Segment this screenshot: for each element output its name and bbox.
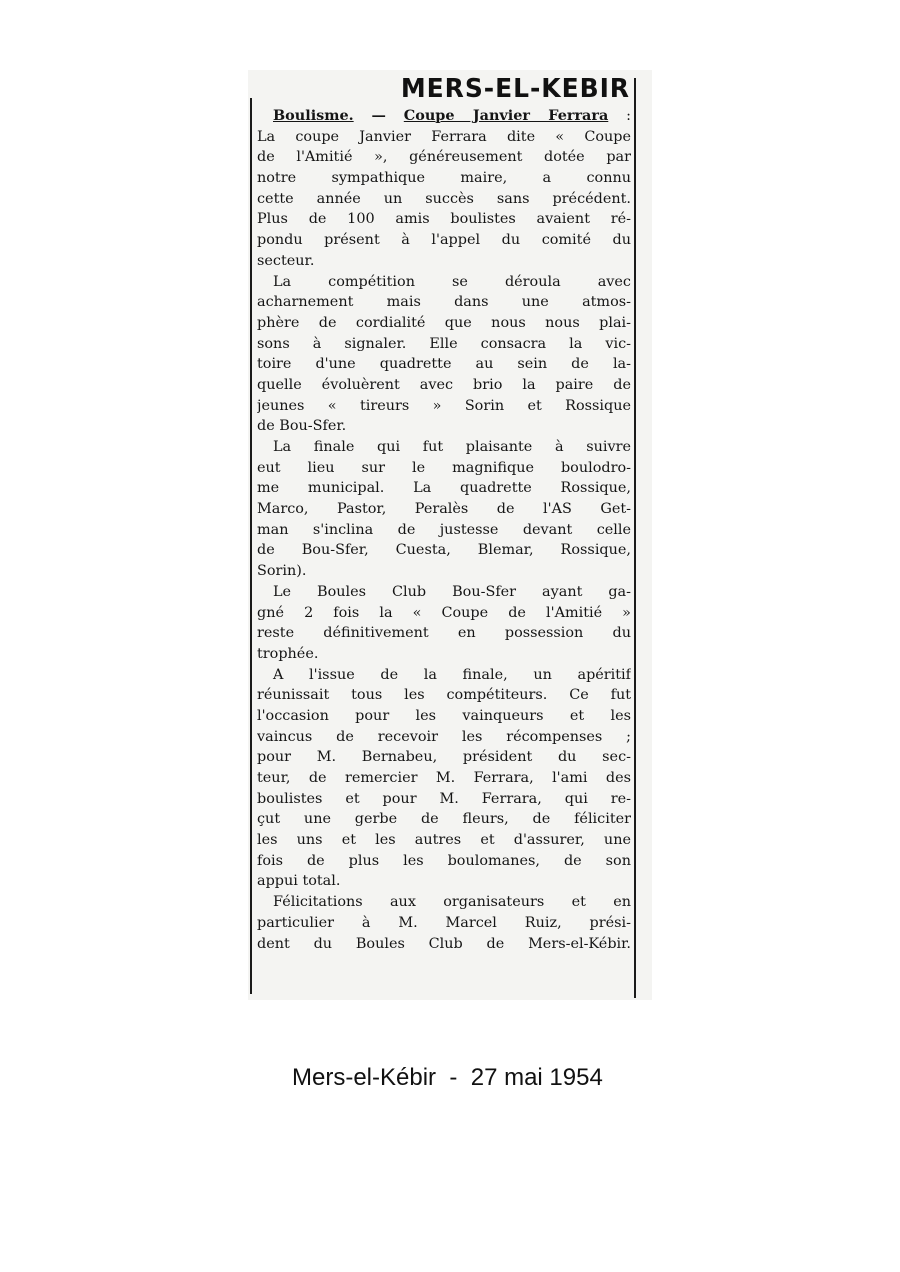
article-line: appui total. <box>257 873 341 890</box>
article-line: les uns et les autres et d'assurer, une <box>257 832 631 849</box>
article-line: Marco, Pastor, Peralès de l'AS Get- <box>257 501 631 518</box>
article-body <box>257 106 631 954</box>
article-line: fois de plus les boulomanes, de son <box>257 852 631 869</box>
article-line: de l'Amitié », généreusement dotée par <box>257 149 631 166</box>
lead-line <box>257 106 631 127</box>
article-line: vaincus de recevoir les récompenses ; <box>257 728 631 745</box>
article-line: Félicitations aux organisateurs et en <box>273 894 631 911</box>
headline: MERS-EL-KEBIR <box>400 74 630 104</box>
article-line: Le Boules Club Bou-Sfer ayant ga- <box>273 583 631 600</box>
article-line: La finale qui fut plaisante à suivre <box>273 439 631 455</box>
article-line: secteur. <box>257 252 315 269</box>
article-line: pour M. Bernabeu, président du sec- <box>257 749 631 766</box>
article-line: toire d'une quadrette au sein de la- <box>257 356 631 373</box>
newspaper-clipping <box>248 70 652 1000</box>
section-title: Boulisme. <box>273 107 354 124</box>
article-line: particulier à M. Marcel Ruiz, prési- <box>257 914 631 931</box>
article-line: me municipal. La quadrette Rossique, <box>257 480 631 497</box>
article-line: trophée. <box>257 645 319 662</box>
event-title: Coupe Janvier Ferrara <box>403 107 609 124</box>
article-line: sons à signaler. Elle consacra la vic- <box>257 335 631 352</box>
article-line: La compétition se déroula avec <box>273 273 631 290</box>
article-line: eut lieu sur le magnifique boulodro- <box>257 459 631 476</box>
article-line: phère de cordialité que nous nous plai- <box>257 314 631 331</box>
article-line: acharnement mais dans une atmos- <box>257 294 631 311</box>
article-line: l'occasion pour les vainqueurs et les <box>257 707 631 724</box>
article-line: dent du Boules Club de Mers-el-Kébir. <box>257 935 631 952</box>
article-line: quelle évoluèrent avec brio la paire de <box>257 376 631 393</box>
article-line: cette année un succès sans précédent. <box>257 190 631 207</box>
article-line: man s'inclina de justesse devant celle <box>257 521 631 538</box>
article-line: de Bou-Sfer, Cuesta, Blemar, Rossique, <box>257 542 631 559</box>
article-line: jeunes « tireurs » Sorin et Rossique <box>257 397 631 414</box>
article-line: reste définitivement en possession du <box>257 625 631 642</box>
column-rule-right <box>634 78 636 998</box>
article-line: Sorin). <box>257 563 307 580</box>
lead-dash: — <box>371 107 386 124</box>
article-line: notre sympathique maire, a connu <box>257 170 631 187</box>
article-line: La coupe Janvier Ferrara dite « Coupe <box>257 128 631 145</box>
caption-place: Mers-el-Kébir <box>292 1064 437 1091</box>
article-line: réunissait tous les compétiteurs. Ce fut <box>257 687 631 704</box>
article-line: çut une gerbe de fleurs, de féliciter <box>257 811 631 828</box>
article-line: A l'issue de la finale, un apéritif <box>273 666 631 683</box>
article-line: pondu présent à l'appel du comité du <box>257 232 631 249</box>
caption-date: 27 mai 1954 <box>470 1064 603 1091</box>
article-line: Plus de 100 amis boulistes avaient ré- <box>257 211 631 228</box>
article-line: gné 2 fois la « Coupe de l'Amitié » <box>257 604 631 621</box>
article-line: boulistes et pour M. Ferrara, qui re- <box>257 790 631 807</box>
article-line: teur, de remercier M. Ferrara, l'ami des <box>257 770 631 786</box>
caption-separator: - <box>449 1064 458 1091</box>
lead-colon: : <box>626 108 631 124</box>
column-rule-left <box>250 98 252 994</box>
article-line: de Bou-Sfer. <box>257 418 347 435</box>
caption <box>292 1064 603 1092</box>
